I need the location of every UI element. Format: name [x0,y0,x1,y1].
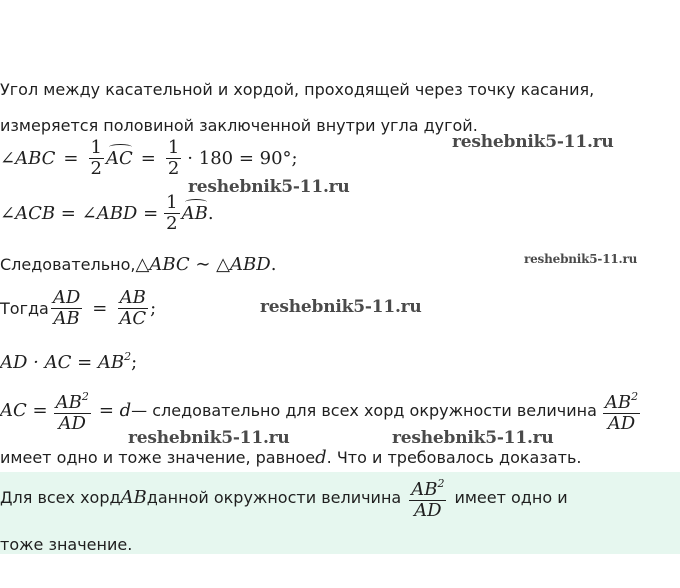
answer-text-3: имеет одно и [454,487,568,507]
conclusion-text-1: имеет одно и тоже значение, равное [0,447,316,467]
then-fraction-2 [117,288,148,329]
answer-frac-num: AB [411,479,438,500]
ac-left: AC = [0,400,48,421]
eq2-left: ∠ACB = ∠ABD = [0,203,159,224]
text-line-2: измеряется половиной заключенной внутри угла дугой. [0,116,478,135]
answer-frac-den: AD [414,500,442,521]
answer-line-1 [0,474,568,521]
eq1-arc: AC [105,148,133,169]
watermark: reshebnik5-11.ru [188,177,350,197]
eq1-frac1-num: 1 [90,137,102,158]
ac-line [0,387,642,434]
ac-frac-exp: 2 [81,390,89,403]
then-end: ; [150,298,157,319]
ac-frac2-num: AB [604,392,632,413]
answer-fraction [409,474,446,521]
product-line [0,350,137,373]
similarity-line [0,254,276,275]
answer-ab: AB [120,487,147,508]
eq1-frac2-den: 2 [167,158,180,179]
conclusion-d: d [315,447,327,468]
ac-fraction [54,387,91,434]
eq1-equals-2: = [140,148,156,169]
eq1-frac2-num: 1 [167,137,180,158]
product-end: ; [131,352,138,373]
eq2-frac-den: 2 [166,213,178,234]
then-frac1-num: AD [52,287,81,308]
proportion-line [0,288,156,329]
eq2-frac-num: 1 [166,192,178,213]
similar-end: . [270,254,277,275]
answer-line-2: тоже значение. [0,535,133,554]
then-fraction-1 [51,288,82,329]
ac-text: — следовательно для всех хорд окружности величина [131,400,597,420]
eq1-fraction-2 [166,138,181,179]
similar-text: Следовательно, [0,254,136,274]
text-line-1: Угол между касательной и хордой, проходящей через точку касания, [0,80,595,99]
eq1-equals: = [63,148,79,169]
then-equals: = [92,298,108,319]
eq1-angle: ∠ABC [0,148,56,169]
product-left: AD · AC = AB [0,352,125,373]
eq1-frac1-den: 2 [90,158,102,179]
ac-frac2-exp: 2 [631,390,639,403]
equation-angle-abc [0,138,298,179]
then-text: Тогда [0,298,49,318]
product-exp: 2 [124,350,132,363]
watermark: reshebnik5-11.ru [524,252,638,266]
watermark: reshebnik5-11.ru [452,132,614,152]
watermark: reshebnik5-11.ru [392,428,554,448]
ac-frac-num: AB [55,392,82,413]
ac-frac-den: AD [58,413,86,434]
equation-angle-acb [0,193,214,234]
eq1-fraction-1 [89,138,104,179]
answer-frac-exp: 2 [437,477,445,490]
ac-eq-d: = d [98,400,132,421]
conclusion-text-2: . Что и требовалось доказать. [326,447,582,467]
eq2-arc: AB [181,203,208,224]
watermark: reshebnik5-11.ru [260,297,422,317]
then-frac1-den: AB [53,308,80,329]
eq1-tail: · 180 = 90°; [187,148,298,169]
ac-frac2-den: AD [607,413,636,434]
eq2-tail: . [207,203,214,224]
answer-text-2: данной окружности величина [146,487,402,507]
watermark: reshebnik5-11.ru [128,428,290,448]
similar-math: △ABC ∼ △ABD [135,254,271,275]
answer-text-1: Для всех хорд [0,487,121,507]
then-frac2-num: AB [119,287,146,308]
conclusion-line [0,447,581,468]
eq2-fraction [164,193,179,234]
ac-fraction-2 [603,387,640,434]
then-frac2-den: AC [119,308,147,329]
